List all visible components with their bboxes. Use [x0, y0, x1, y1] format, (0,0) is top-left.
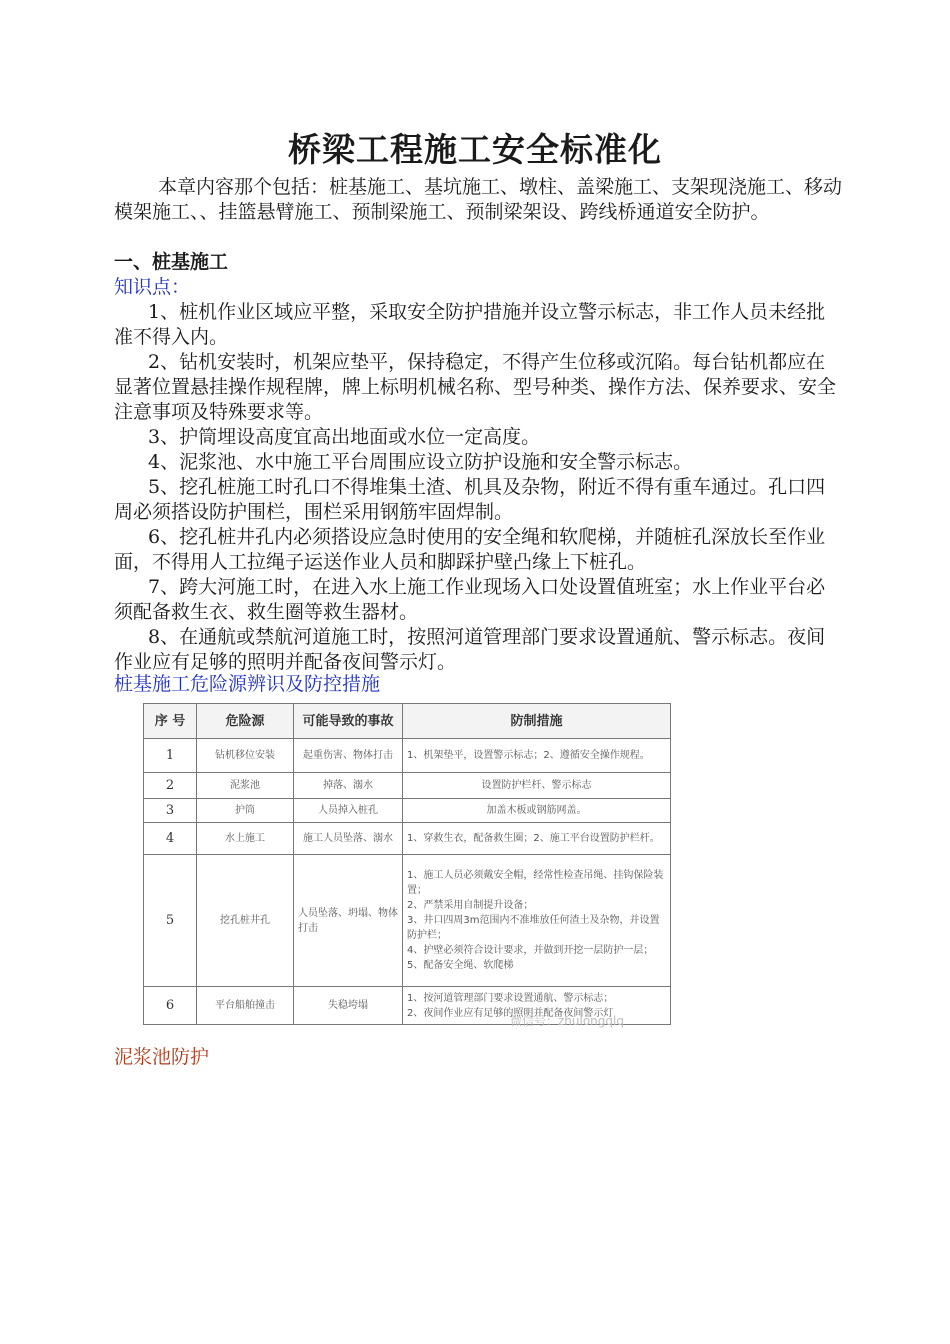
accident-cell: 起重伤害、物体打击 — [294, 739, 403, 773]
measures-cell — [403, 855, 671, 987]
section-heading-mud-pit: 泥浆池防护 — [114, 1046, 210, 1068]
hazard-cell: 挖孔桩井孔 — [197, 855, 294, 987]
knowledge-point-item: 5、挖孔桩施工时孔口不得堆集土渣、机具及杂物，附近不得有重车通过。孔口四周必须搭设防护围栏，围栏采用钢筋牢固焊制。 — [114, 476, 826, 523]
hazard-cell: 泥浆池 — [197, 773, 294, 799]
measures-cell — [403, 823, 671, 855]
watermark: 微信号：zhulongqlq — [510, 1014, 624, 1028]
measure-line: 1、施工人员必须戴安全帽，经常性检查吊绳、挂钩保险装置； — [407, 870, 664, 896]
measure-line: 3、井口四周3m范围内不准堆放任何渣土及杂物，并设置防护栏； — [407, 915, 660, 941]
knowledge-points-label: 知识点： — [114, 276, 191, 298]
hazard-table-image — [140, 700, 675, 1030]
measures-cell — [403, 799, 671, 823]
section-heading-pile-foundation: 一、桩基施工 — [114, 251, 229, 273]
hazard-cell: 平台船舶撞击 — [197, 987, 294, 1025]
table-row — [144, 773, 671, 799]
accident-cell: 人员掉入桩孔 — [294, 799, 403, 823]
row-number-cell: 2 — [144, 773, 197, 799]
row-number-cell: 5 — [144, 855, 197, 987]
column-header: 防制措施 — [403, 704, 671, 739]
measure-line: 5、配备安全绳、软爬梯 — [407, 960, 514, 971]
accident-cell: 人员坠落、坍塌、物体打击 — [294, 855, 403, 987]
measure-line: 1、穿救生衣，配备救生圈；2、施工平台设置防护栏杆。 — [407, 833, 660, 844]
row-number-cell: 1 — [144, 739, 197, 773]
accident-cell: 施工人员坠落、溺水 — [294, 823, 403, 855]
measure-line: 2、严禁采用自制提升设备； — [407, 900, 534, 911]
table-row — [144, 739, 671, 773]
column-header: 可能导致的事故 — [294, 704, 403, 739]
knowledge-point-item: 6、挖孔桩井孔内必须搭设应急时使用的安全绳和软爬梯，并随桩孔深放长至作业面，不得用人工拉绳子运送作业人员和脚踩护壁凸缘上下桩孔。 — [114, 526, 826, 573]
measure-line: 1、机架垫平，设置警示标志；2、遵循安全操作规程。 — [407, 750, 650, 761]
intro-paragraph: 本章内容那个包括：桩基施工、基坑施工、墩柱、盖梁施工、支架现浇施工、移动模架施工、、挂篮悬臂施工、预制梁施工、预制梁架设、跨线桥通道安全防护。 — [114, 176, 843, 223]
row-number-cell: 6 — [144, 987, 197, 1025]
knowledge-point-item: 1、桩机作业区域应平整，采取安全防护措施并设立警示标志，非工作人员未经批准不得入内。 — [114, 301, 826, 348]
knowledge-point-item: 7、跨大河施工时，在进入水上施工作业现场入口处设置值班室；水上作业平台必须配备救生衣、救生圈等救生器材。 — [114, 576, 826, 623]
measures-cell — [403, 739, 671, 773]
hazard-table-heading: 桩基施工危险源辨识及防控措施 — [114, 673, 381, 695]
table-row — [144, 823, 671, 855]
knowledge-point-item: 2、钻机安装时，机架应垫平，保持稳定，不得产生位移或沉陷。每台钻机都应在显著位置悬挂操作规程牌，牌上标明机械名称、型号种类、操作方法、保养要求、安全注意事项及特殊要求等。 — [114, 351, 837, 423]
measure-line: 1、按河道管理部门要求设置通航、警示标志； — [407, 992, 614, 1004]
knowledge-point-item: 3、护筒埋设高度宜高出地面或水位一定高度。 — [148, 426, 541, 448]
measure-line: 4、护壁必须符合设计要求，并做到开挖一层防护一层； — [407, 945, 654, 956]
measure-line: 2、夜间作业应有足够的照明并配备夜间警示灯 — [407, 1007, 614, 1019]
column-header: 危险源 — [197, 704, 294, 739]
hazard-table — [143, 703, 671, 1025]
table-row — [144, 799, 671, 823]
measure-line: 加盖木板或钢筋网盖。 — [486, 805, 587, 816]
hazard-cell: 钻机移位安装 — [197, 739, 294, 773]
accident-cell: 失稳垮塌 — [294, 987, 403, 1025]
table-row — [144, 855, 671, 987]
row-number-cell: 3 — [144, 799, 197, 823]
accident-cell: 掉落、溺水 — [294, 773, 403, 799]
hazard-cell: 护筒 — [197, 799, 294, 823]
row-number-cell: 4 — [144, 823, 197, 855]
table-header-row — [144, 704, 671, 739]
knowledge-points-list — [114, 300, 844, 675]
knowledge-point-item: 8、在通航或禁航河道施工时，按照河道管理部门要求设置通航、警示标志。夜间作业应有足够的照明并配备夜间警示灯。 — [114, 626, 826, 673]
measure-line: 设置防护栏杆、警示标志 — [481, 780, 592, 791]
column-header: 序 号 — [144, 704, 197, 739]
hazard-cell: 水上施工 — [197, 823, 294, 855]
page-title: 桥梁工程施工安全标准化 — [288, 130, 662, 169]
measures-cell — [403, 773, 671, 799]
knowledge-point-item: 4、泥浆池、水中施工平台周围应设立防护设施和安全警示标志。 — [148, 451, 693, 473]
